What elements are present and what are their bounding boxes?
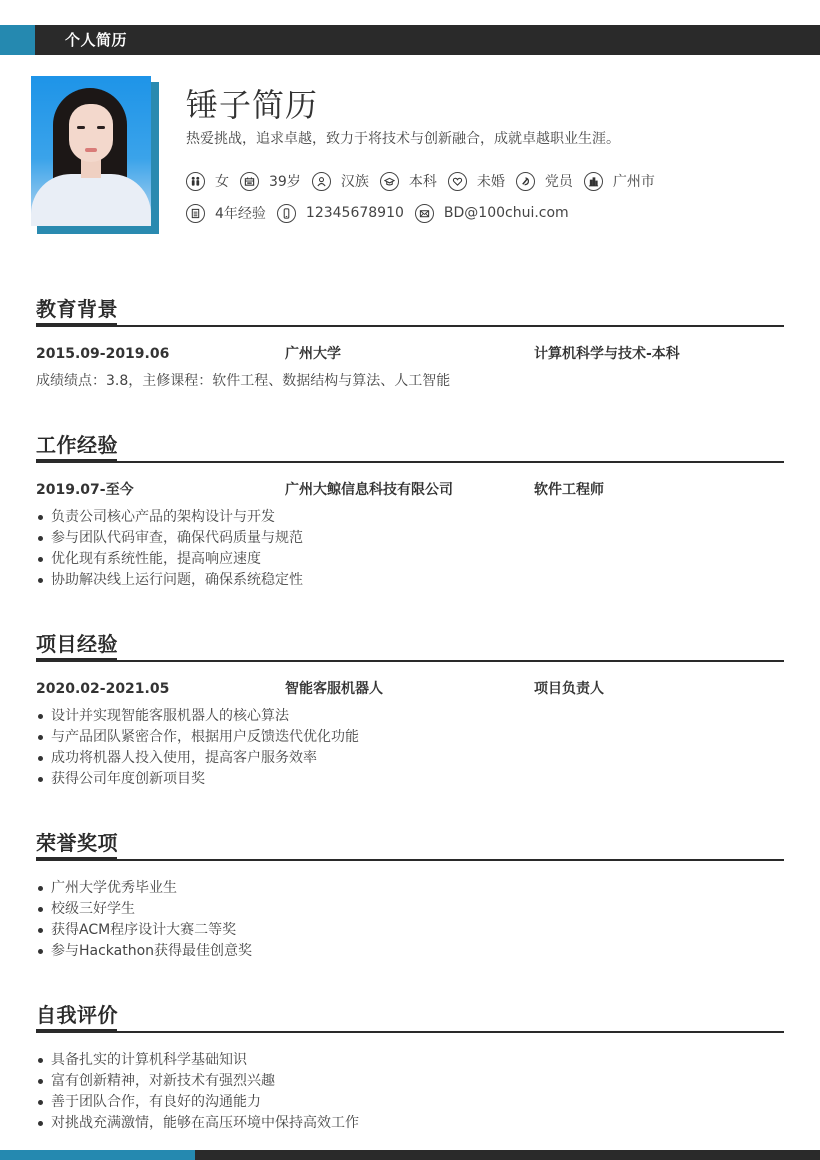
heart-icon [448, 172, 467, 191]
list-item: 广州大学优秀毕业生 [36, 878, 784, 899]
education-school: 广州大学 [285, 346, 341, 362]
list-item: 优化现有系统性能，提高响应速度 [36, 549, 784, 570]
info-age [240, 171, 301, 191]
info-gender-label: 女 [215, 174, 229, 190]
header-accent-block [0, 25, 35, 55]
info-marital [448, 171, 505, 191]
work-period: 2019.07-至今 [36, 482, 134, 498]
education-major: 计算机科学与技术-本科 [534, 346, 680, 362]
list-item: 负责公司核心产品的架构设计与开发 [36, 507, 784, 528]
candidate-name: 锤子简历 [186, 86, 319, 124]
section-divider [36, 660, 784, 662]
info-education [380, 171, 437, 191]
list-item: 对挑战充满激情，能够在高压环境中保持高效工作 [36, 1113, 784, 1134]
section-divider [36, 859, 784, 861]
work-entry-header [36, 481, 784, 499]
section-self-evaluation [36, 1001, 784, 1134]
project-name: 智能客服机器人 [285, 681, 383, 697]
project-period: 2020.02-2021.05 [36, 681, 170, 697]
project-bullet-list [36, 706, 784, 790]
list-item: 获得ACM程序设计大赛二等奖 [36, 920, 784, 941]
info-ethnicity [312, 171, 369, 191]
work-bullet-list [36, 507, 784, 591]
work-company: 广州大鲸信息科技有限公司 [285, 482, 453, 498]
info-education-label: 本科 [408, 174, 437, 190]
profile-photo-frame [31, 76, 159, 234]
info-ethnicity-label: 汉族 [340, 174, 369, 190]
section-projects [36, 630, 784, 790]
building-icon [584, 172, 603, 191]
info-gender [186, 171, 229, 191]
info-political-label: 党员 [544, 174, 573, 190]
list-item: 校级三好学生 [36, 899, 784, 920]
list-item: 获得公司年度创新项目奖 [36, 769, 784, 790]
section-honors [36, 829, 784, 962]
honors-bullet-list [36, 878, 784, 962]
info-experience-label: 4年经验 [215, 206, 266, 222]
personal-info-row-1 [186, 171, 666, 191]
education-detail: 成绩绩点：3.8，主修课程：软件工程、数据结构与算法、人工智能 [36, 373, 451, 389]
gender-icon [186, 172, 205, 191]
list-item: 善于团队合作，有良好的沟通能力 [36, 1092, 784, 1113]
section-divider [36, 1031, 784, 1033]
info-marital-label: 未婚 [476, 174, 505, 190]
section-title-honors: 荣誉奖项 [36, 831, 118, 855]
party-emblem-icon [516, 172, 535, 191]
project-entry-header [36, 680, 784, 698]
personal-info-row-2 [186, 203, 580, 223]
info-city-label: 广州市 [612, 174, 655, 190]
list-item: 参与Hackathon获得最佳创意奖 [36, 941, 784, 962]
document-icon [186, 204, 205, 223]
info-city [584, 171, 655, 191]
project-role: 项目负责人 [534, 681, 604, 697]
profile-photo [31, 76, 151, 226]
info-political [516, 171, 573, 191]
info-experience [186, 203, 266, 223]
header-title: 个人简历 [65, 31, 128, 49]
list-item: 具备扎实的计算机科学基础知识 [36, 1050, 784, 1071]
section-title-projects: 项目经验 [36, 632, 118, 656]
info-email[interactable] [415, 204, 569, 223]
footer-accent-block [0, 1150, 195, 1160]
section-education [36, 295, 784, 390]
list-item: 成功将机器人投入使用，提高客户服务效率 [36, 748, 784, 769]
section-title-education: 教育背景 [36, 297, 118, 321]
list-item: 参与团队代码审查，确保代码质量与规范 [36, 528, 784, 549]
list-item: 富有创新精神，对新技术有强烈兴趣 [36, 1071, 784, 1092]
info-phone-label[interactable]: 12345678910 [305, 205, 404, 221]
phone-icon [277, 204, 296, 223]
info-email-label[interactable]: BD@100chui.com [443, 205, 569, 221]
info-phone[interactable] [277, 204, 404, 223]
work-role: 软件工程师 [534, 482, 604, 498]
footer-bar [0, 1150, 820, 1160]
top-header-bar [0, 25, 820, 55]
envelope-icon [415, 204, 434, 223]
section-work-experience [36, 431, 784, 591]
ethnicity-icon [312, 172, 331, 191]
list-item: 设计并实现智能客服机器人的核心算法 [36, 706, 784, 727]
list-item: 与产品团队紧密合作，根据用户反馈迭代优化功能 [36, 727, 784, 748]
education-entry-header [36, 345, 784, 363]
section-divider [36, 325, 784, 327]
list-item: 协助解决线上运行问题，确保系统稳定性 [36, 570, 784, 591]
calendar-icon [240, 172, 259, 191]
self-evaluation-bullet-list [36, 1050, 784, 1134]
education-period: 2015.09-2019.06 [36, 346, 170, 362]
graduation-cap-icon [380, 172, 399, 191]
info-age-label: 39岁 [269, 174, 301, 190]
candidate-motto: 热爱挑战，追求卓越，致力于将技术与创新融合，成就卓越职业生涯。 [186, 131, 620, 147]
section-title-self-evaluation: 自我评价 [36, 1003, 118, 1027]
section-divider [36, 461, 784, 463]
section-title-work: 工作经验 [36, 433, 118, 457]
